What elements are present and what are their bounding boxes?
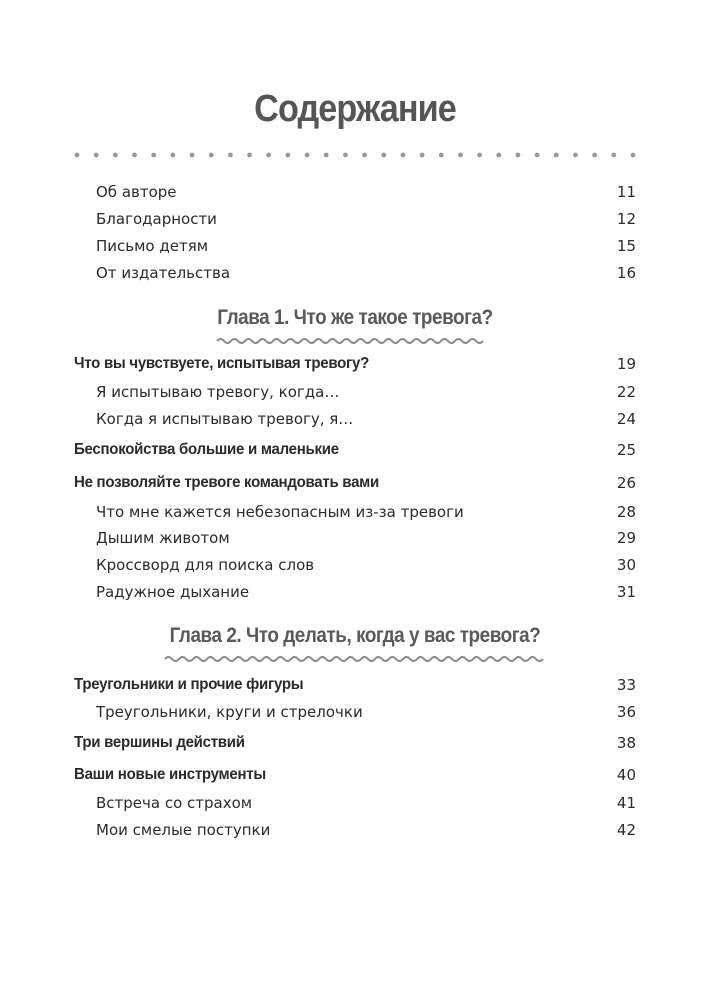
toc-page-number: 28 [616,503,636,521]
divider-dot [362,153,367,158]
divider-dot [94,153,99,158]
toc-entry[interactable] [74,503,636,527]
toc-entry-label: Когда я испытываю тревогу, я… [96,410,354,428]
divider-dot [458,153,463,158]
chapter-1-heading[interactable] [74,306,636,330]
divider-dot [305,153,310,158]
chapter-2-title: Глава 2. Что делать, когда у вас тревога? [169,624,541,647]
divider-dot [496,153,501,158]
toc-page-number: 41 [616,794,636,812]
divider-dot [113,153,118,158]
divider-dot [266,153,271,158]
toc-entry-acknowledgements[interactable] [74,210,636,234]
toc-entry-label: Радужное дыхание [96,583,250,601]
toc-entry-letter-to-children[interactable] [74,237,636,261]
toc-page-number: 19 [616,355,636,373]
chapter-1-title: Глава 1. Что же такое тревога? [217,306,493,329]
toc-page-number: 26 [616,474,636,492]
divider-dot [516,153,521,158]
divider-dot [285,153,290,158]
toc-entry-label: Я испытываю тревогу, когда… [96,383,340,401]
toc-entry-label: Треугольники, круги и стрелочки [96,703,363,721]
toc-page-number: 15 [616,237,636,255]
toc-entry[interactable] [74,734,636,758]
toc-page-number: 40 [616,766,636,784]
divider-dot [209,153,214,158]
toc-entry-label: Письмо детям [96,237,209,255]
wavy-underline-icon [164,654,548,664]
divider-dot [170,153,175,158]
toc-entry-label: Благодарности [96,210,217,228]
toc-entry-label: Дышим животом [96,529,230,547]
toc-page-number: 22 [616,383,636,401]
divider-dot [132,153,137,158]
toc-entry-label: Кроссворд для поиска слов [96,556,315,574]
chapter-2-heading[interactable] [74,624,636,648]
divider-dot [401,153,406,158]
divider-dot [573,153,578,158]
toc-entry-label: Встреча со страхом [96,794,253,812]
toc-entry[interactable] [74,703,636,727]
toc-entry[interactable] [74,583,636,607]
divider-dot [151,153,156,158]
divider-dot [75,153,80,158]
toc-page-number: 30 [616,556,636,574]
toc-page-number: 42 [616,821,636,839]
divider-dot [439,153,444,158]
toc-entry-label: Что вы чувствуете, испытывая тревогу? [74,355,370,372]
toc-entry-label: Беспокойства большие и маленькие [74,441,339,458]
toc-entry-label: От издательства [96,264,231,282]
toc-entry[interactable] [74,355,636,379]
page-title: Содержание [254,88,456,130]
toc-entry-about-author[interactable] [74,183,636,207]
toc-page-number: 38 [616,734,636,752]
divider-dot [228,153,233,158]
toc-entry-label: Об авторе [96,183,177,201]
divider-dot [381,153,386,158]
toc-entry[interactable] [74,383,636,407]
toc-entry[interactable] [74,556,636,580]
toc-page-number: 36 [616,703,636,721]
divider-dot [592,153,597,158]
divider-dot [554,153,559,158]
toc-entry[interactable] [74,676,636,700]
toc-entry[interactable] [74,529,636,553]
divider-dot [631,153,636,158]
dotted-divider [74,150,636,160]
toc-entry[interactable] [74,410,636,434]
toc-page-number: 33 [616,676,636,694]
toc-page-number: 31 [616,583,636,601]
toc-entry-label: Ваши новые инструменты [74,766,266,783]
divider-dot [343,153,348,158]
divider-dot [477,153,482,158]
wavy-underline-icon [216,336,496,346]
divider-dot [324,153,329,158]
toc-page-number: 24 [616,410,636,428]
toc-entry[interactable] [74,441,636,465]
toc-entry-label: Мои смелые поступки [96,821,271,839]
toc-entry-label: Треугольники и прочие фигуры [74,676,304,693]
toc-entry[interactable] [74,794,636,818]
toc-page-number: 16 [616,264,636,282]
toc-entry-label: Что мне кажется небезопасным из-за тревоги [96,503,464,521]
toc-entry-publisher-note[interactable] [74,264,636,288]
toc-entry[interactable] [74,474,636,498]
toc-entry[interactable] [74,766,636,790]
divider-dot [247,153,252,158]
toc-page-number: 29 [616,529,636,547]
divider-dot [420,153,425,158]
toc-page-number: 12 [616,210,636,228]
toc-page-number: 11 [616,183,636,201]
divider-dot [611,153,616,158]
divider-dot [190,153,195,158]
toc-entry-label: Три вершины действий [74,734,245,751]
toc-entry[interactable] [74,821,636,845]
divider-dot [535,153,540,158]
toc-entry-label: Не позволяйте тревоге командовать вами [74,474,379,491]
toc-page-number: 25 [616,441,636,459]
